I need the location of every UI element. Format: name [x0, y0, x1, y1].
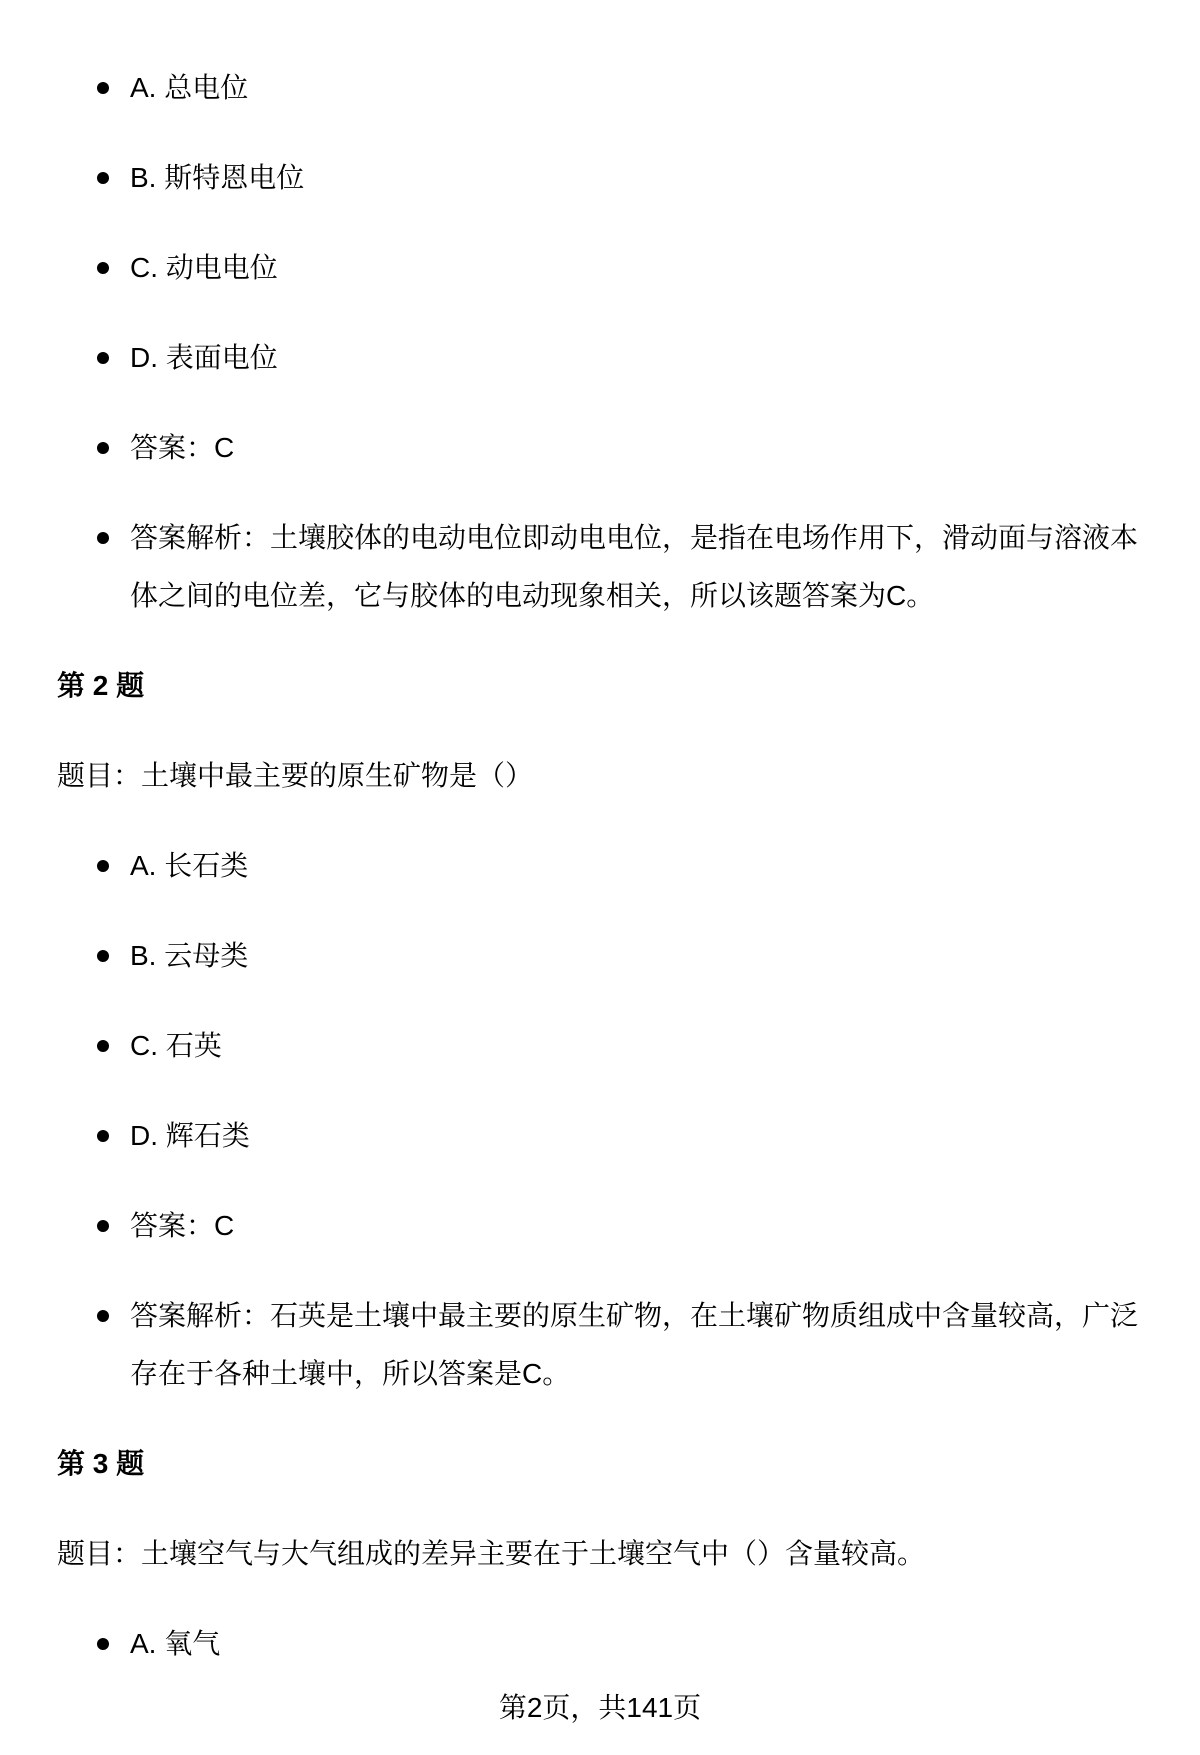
- option-text: B. 斯特恩电位: [130, 162, 305, 193]
- bullet-icon: [97, 82, 109, 94]
- option-text: A. 氧气: [130, 1628, 221, 1659]
- bullet-icon: [97, 1220, 109, 1232]
- option-text: C. 动电电位: [130, 252, 278, 283]
- bullet-icon: [97, 1130, 109, 1142]
- option-list: [57, 837, 1143, 1403]
- option-item-a: [130, 1615, 1143, 1673]
- question-number-heading: 第 2 题: [57, 670, 145, 701]
- option-text: B. 云母类: [130, 940, 249, 971]
- bullet-icon: [97, 262, 109, 274]
- option-item-d: [130, 329, 1143, 387]
- question-title: 题目：土壤中最主要的原生矿物是（）: [57, 760, 534, 791]
- option-list: [57, 1615, 1143, 1673]
- option-item-a: [130, 837, 1143, 895]
- bullet-icon: [97, 172, 109, 184]
- option-item-a: [130, 59, 1143, 117]
- option-item-b: [130, 149, 1143, 207]
- option-item-b: [130, 927, 1143, 985]
- question-number-heading: 第 3 题: [57, 1448, 145, 1479]
- option-text: D. 表面电位: [130, 342, 278, 373]
- bullet-icon: [97, 1638, 109, 1650]
- explanation-item: [130, 1287, 1143, 1403]
- answer-text: 答案：C: [130, 432, 235, 463]
- option-item-d: [130, 1107, 1143, 1165]
- option-text: A. 总电位: [130, 72, 249, 103]
- option-list: [57, 59, 1143, 625]
- option-text: A. 长石类: [130, 850, 249, 881]
- answer-item: [130, 419, 1143, 477]
- option-item-c: [130, 1017, 1143, 1075]
- question-title: 题目：土壤空气与大气组成的差异主要在于土壤空气中（）含量较高。: [57, 1538, 926, 1569]
- bullet-icon: [97, 1040, 109, 1052]
- bullet-icon: [97, 532, 109, 544]
- answer-text: 答案：C: [130, 1210, 235, 1241]
- question-block-1: [57, 59, 1143, 625]
- bullet-icon: [97, 860, 109, 872]
- answer-item: [130, 1197, 1143, 1255]
- question-block-2: [57, 657, 1143, 1403]
- option-text: C. 石英: [130, 1030, 222, 1061]
- explanation-text: 答案解析：土壤胶体的电动电位即动电电位，是指在电场作用下，滑动面与溶液本体之间的电位差，它与胶体的电动现象相关，所以该题答案为C。: [130, 522, 1139, 611]
- bullet-icon: [97, 442, 109, 454]
- bullet-icon: [97, 1310, 109, 1322]
- explanation-text: 答案解析：石英是土壤中最主要的原生矿物，在土壤矿物质组成中含量较高，广泛存在于各种土壤中，所以答案是C。: [130, 1300, 1139, 1389]
- option-item-c: [130, 239, 1143, 297]
- explanation-item: [130, 509, 1143, 625]
- question-block-3: [57, 1435, 1143, 1673]
- bullet-icon: [97, 950, 109, 962]
- page-footer: 第2页，共141页: [498, 1692, 702, 1723]
- option-text: D. 辉石类: [130, 1120, 250, 1151]
- bullet-icon: [97, 352, 109, 364]
